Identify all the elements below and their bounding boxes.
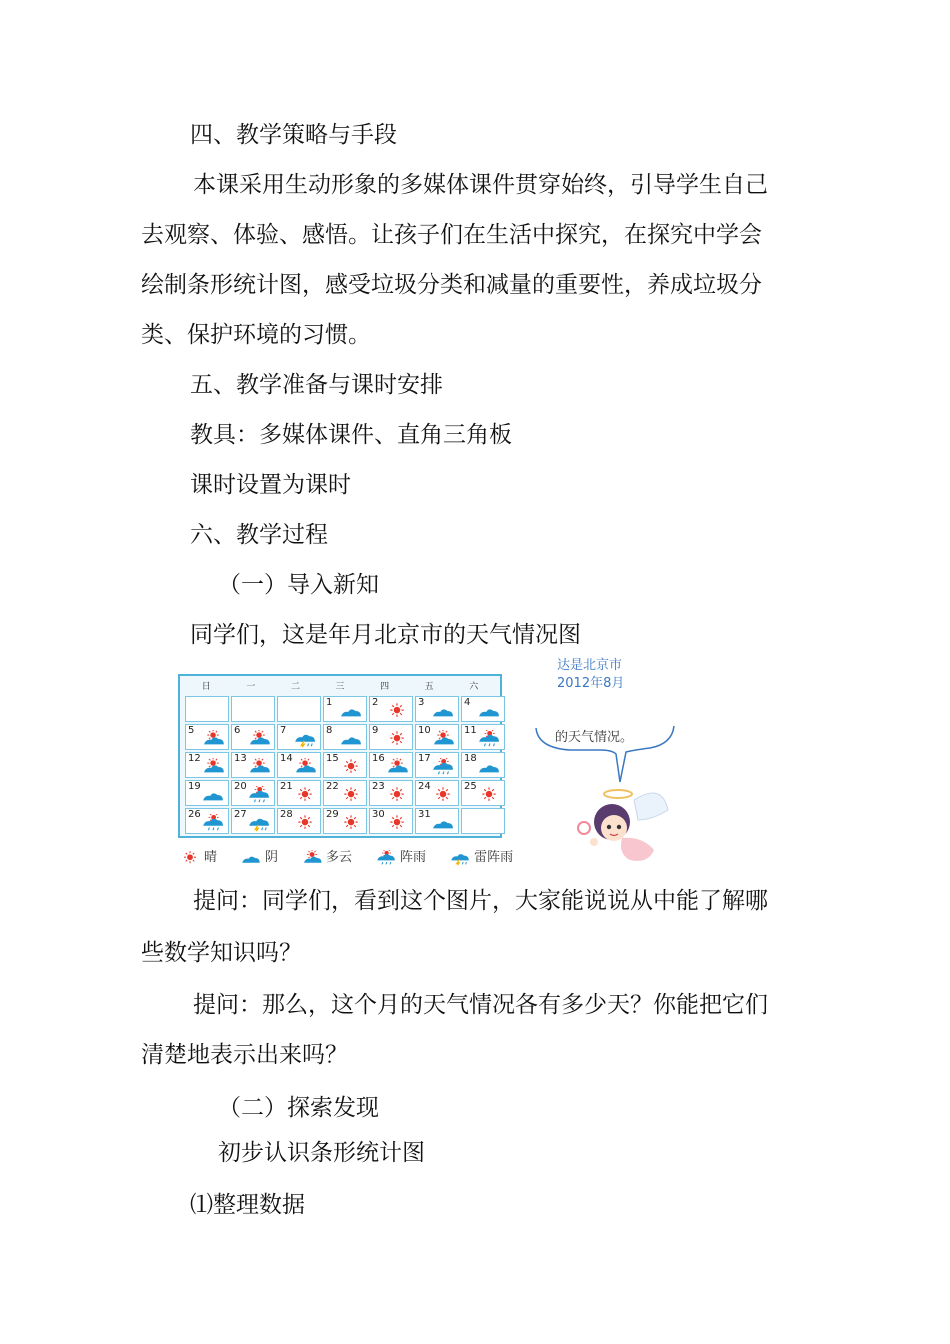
calendar-day (415, 696, 459, 722)
weather-intro: 同学们，这是年月北京市的天气情况图 (190, 622, 581, 648)
calendar-day (277, 724, 321, 750)
day-number: 18 (464, 753, 477, 764)
weekday-label: 六 (469, 682, 479, 692)
weekday-label: 二 (290, 682, 300, 692)
day-number: 26 (188, 809, 201, 820)
sunny-icon (178, 850, 202, 866)
day-number: 6 (234, 725, 241, 736)
figure-callout-text (557, 657, 649, 689)
step-1-organize-data: ⑴整理数据 (190, 1192, 305, 1218)
calendar-day (461, 724, 505, 750)
legend-item-sunny (178, 848, 217, 868)
calendar-empty-cell (461, 808, 505, 834)
calendar-day (369, 808, 413, 834)
partly-cloudy-icon (246, 758, 272, 776)
calendar-day (369, 696, 413, 722)
day-number: 11 (464, 725, 477, 736)
day-number: 17 (418, 753, 431, 764)
teaching-tools: 教具：多媒体课件、直角三角板 (190, 422, 512, 448)
sunny-icon (292, 786, 318, 804)
day-number: 10 (418, 725, 431, 736)
calendar-weekday-header (184, 680, 496, 694)
calendar-day (185, 808, 229, 834)
calendar-day (415, 752, 459, 778)
calendar-day (185, 780, 229, 806)
day-number: 28 (280, 809, 293, 820)
weekday-label: 四 (380, 682, 390, 692)
day-number: 24 (418, 781, 431, 792)
calendar-day (415, 780, 459, 806)
overcast-cloud-icon (338, 730, 364, 748)
day-number: 30 (372, 809, 385, 820)
sunny-icon (338, 814, 364, 832)
legend-item-thunder (448, 848, 513, 868)
calendar-day (461, 780, 505, 806)
calendar-day (185, 724, 229, 750)
calendar-day (277, 780, 321, 806)
overcast-cloud-icon (200, 786, 226, 804)
sunny-icon (384, 814, 410, 832)
weekday-label: 一 (246, 682, 256, 692)
day-number: 22 (326, 781, 339, 792)
partly-cloudy-icon (246, 730, 272, 748)
shower-icon (476, 730, 502, 748)
day-number: 14 (280, 753, 293, 764)
calendar-day (323, 780, 367, 806)
day-number: 27 (234, 809, 247, 820)
subsection-2-heading: （二）探索发现 (218, 1095, 379, 1121)
calendar-day (277, 808, 321, 834)
speech-bubble-text: 的天气情况。 (555, 730, 634, 745)
weather-calendar (178, 674, 502, 838)
shower-icon (374, 850, 398, 866)
question-1-line-1: 提问：同学们，看到这个图片，大家能说说从中能了解哪 (193, 888, 768, 914)
calendar-day (369, 780, 413, 806)
legend-label: 阵雨 (400, 850, 427, 865)
day-number: 5 (188, 725, 195, 736)
calendar-empty-cell (277, 696, 321, 722)
section-5-heading: 五、教学准备与课时安排 (190, 372, 443, 398)
weekday-label: 日 (201, 682, 211, 692)
day-number: 25 (464, 781, 477, 792)
calendar-day (231, 752, 275, 778)
overcast-cloud-icon (338, 702, 364, 720)
class-hours: 课时设置为课时 (190, 472, 351, 498)
overcast-cloud-icon (476, 758, 502, 776)
weather-legend (178, 848, 513, 868)
angel-girl-mascot (572, 780, 672, 870)
legend-item-shower (374, 848, 426, 868)
shower-icon (430, 758, 456, 776)
sunny-icon (384, 730, 410, 748)
shower-icon (200, 814, 226, 832)
calendar-day (415, 808, 459, 834)
shower-icon (246, 786, 272, 804)
day-number: 3 (418, 697, 425, 708)
partly-cloudy-icon (430, 730, 456, 748)
overcast-cloud-icon (430, 814, 456, 832)
calendar-day (185, 752, 229, 778)
question-2-line-1: 提问：那么，这个月的天气情况各有多少天？你能把它们 (193, 992, 768, 1018)
legend-label: 阴 (265, 850, 279, 865)
overcast-cloud-icon (430, 702, 456, 720)
sunny-icon (338, 758, 364, 776)
day-number: 23 (372, 781, 385, 792)
callout-line-1: 达是北京市 (557, 658, 623, 673)
question-1-line-2: 些数学知识吗？ (141, 940, 302, 966)
legend-item-cloudy (300, 848, 352, 868)
weekday-label: 三 (335, 682, 345, 692)
day-number: 21 (280, 781, 293, 792)
sunny-icon (384, 786, 410, 804)
subsection-2-item-1: 初步认识条形统计图 (218, 1140, 425, 1166)
calendar-day (231, 780, 275, 806)
partly-cloudy-icon (292, 758, 318, 776)
legend-label: 晴 (204, 850, 218, 865)
overcast-cloud-icon (239, 850, 263, 866)
day-number: 16 (372, 753, 385, 764)
subsection-1-heading: （一）导入新知 (218, 572, 379, 598)
calendar-day (461, 752, 505, 778)
calendar-day (323, 752, 367, 778)
section-6-heading: 六、教学过程 (190, 522, 328, 548)
question-2-line-2: 清楚地表示出来吗？ (141, 1042, 348, 1068)
calendar-empty-cell (231, 696, 275, 722)
calendar-day (231, 808, 275, 834)
partly-cloudy-icon (200, 758, 226, 776)
day-number: 13 (234, 753, 247, 764)
day-number: 9 (372, 725, 379, 736)
calendar-day (415, 724, 459, 750)
section-4-paragraph-line-3: 绘制条形统计图，感受垃圾分类和减量的重要性，养成垃圾分 (141, 272, 762, 298)
calendar-grid (185, 696, 505, 834)
day-number: 2 (372, 697, 379, 708)
sunny-icon (338, 786, 364, 804)
calendar-day (323, 696, 367, 722)
section-4-heading: 四、教学策略与手段 (190, 122, 397, 148)
sunny-icon (476, 786, 502, 804)
calendar-empty-cell (185, 696, 229, 722)
calendar-day (369, 724, 413, 750)
partly-cloudy-icon (200, 730, 226, 748)
calendar-day (369, 752, 413, 778)
calendar-day (323, 808, 367, 834)
calendar-day (461, 696, 505, 722)
overcast-cloud-icon (476, 702, 502, 720)
sunny-icon (292, 814, 318, 832)
thunderstorm-icon (448, 850, 472, 866)
calendar-day (231, 724, 275, 750)
partly-cloudy-icon (384, 758, 410, 776)
thunderstorm-icon (246, 814, 272, 832)
calendar-day (323, 724, 367, 750)
day-number: 15 (326, 753, 339, 764)
legend-label: 雷阵雨 (474, 850, 514, 865)
thunderstorm-icon (292, 730, 318, 748)
section-4-paragraph-line-4: 类、保护环境的习惯。 (141, 322, 371, 348)
day-number: 12 (188, 753, 201, 764)
section-4-paragraph-line-1: 本课采用生动形象的多媒体课件贯穿始终，引导学生自己 (193, 172, 768, 198)
day-number: 1 (326, 697, 333, 708)
legend-label: 多云 (326, 850, 353, 865)
sunny-icon (384, 702, 410, 720)
day-number: 4 (464, 697, 471, 708)
partly-cloudy-icon (300, 850, 324, 866)
day-number: 7 (280, 725, 287, 736)
day-number: 19 (188, 781, 201, 792)
day-number: 31 (418, 809, 431, 820)
calendar-day (277, 752, 321, 778)
legend-item-overcast (239, 848, 278, 868)
callout-line-2: 2012年8月 (557, 676, 625, 689)
section-4-paragraph-line-2: 去观察、体验、感悟。让孩子们在生活中探究，在探究中学会 (141, 222, 762, 248)
weekday-label: 五 (424, 682, 434, 692)
day-number: 8 (326, 725, 333, 736)
sunny-icon (430, 786, 456, 804)
day-number: 20 (234, 781, 247, 792)
day-number: 29 (326, 809, 339, 820)
